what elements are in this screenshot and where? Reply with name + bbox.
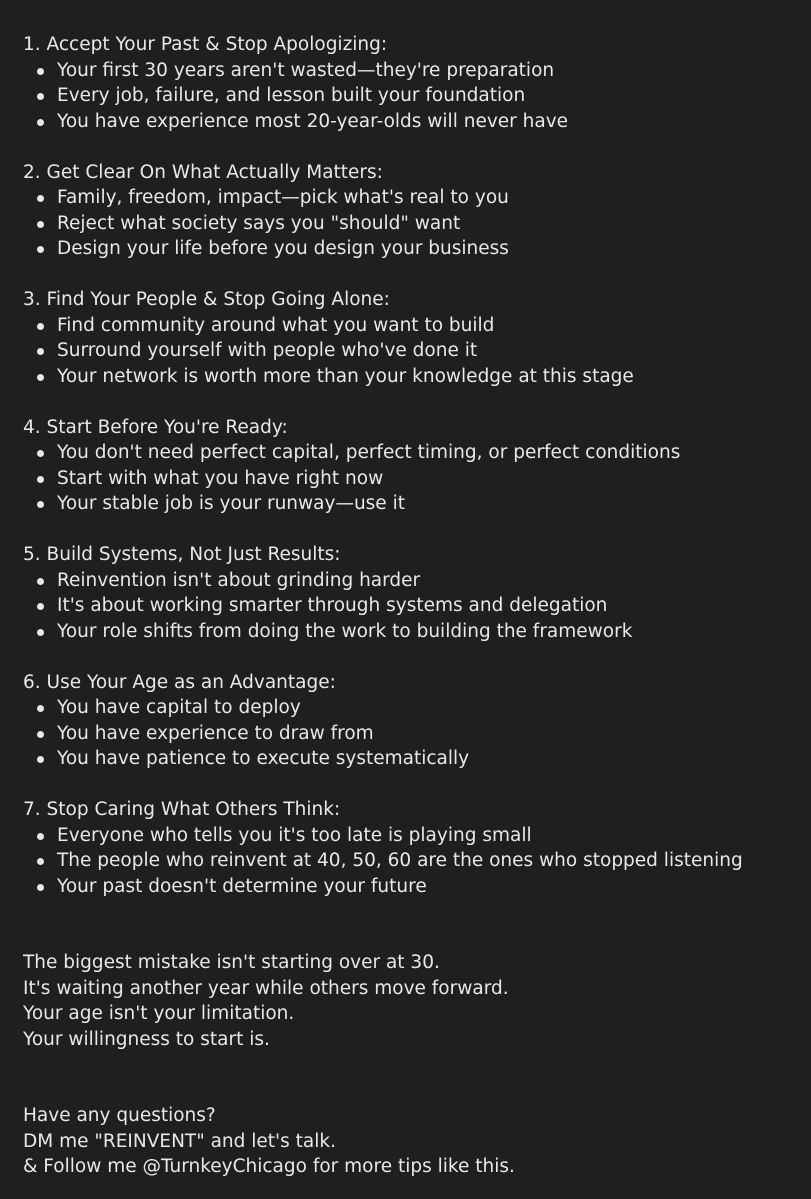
cta-line: Have any questions? — [23, 1105, 216, 1126]
bullet-item: Every job, failure, and lesson built your foundation — [23, 83, 811, 109]
call-to-action — [23, 1103, 811, 1180]
section-title: 6. Use Your Age as an Advantage: — [23, 671, 336, 693]
section-title: 2. Get Clear On What Actually Matters: — [23, 161, 383, 183]
bullet-list — [23, 440, 811, 517]
bullet-item: Family, freedom, impact—pick what's real to you — [23, 185, 811, 211]
bullet-item: Surround yourself with people who've done it — [23, 338, 811, 364]
bullet-list — [23, 185, 811, 262]
bullet-item: Reject what society says you "should" want — [23, 211, 811, 237]
bullet-item: The people who reinvent at 40, 50, 60 are the ones who stopped listening — [23, 848, 811, 874]
bullet-item: You don't need perfect capital, perfect timing, or perfect conditions — [23, 440, 811, 466]
section-title: 4. Start Before You're Ready: — [23, 416, 288, 438]
section-4 — [23, 415, 811, 517]
bullet-item: Design your life before you design your business — [23, 236, 811, 262]
bullet-item: Find community around what you want to build — [23, 313, 811, 339]
bullet-list — [23, 823, 811, 900]
bullet-item: Start with what you have right now — [23, 466, 811, 492]
cta-line: DM me "REINVENT" and let's talk. — [23, 1130, 336, 1152]
bullet-item: Your first 30 years aren't wasted—they're preparation — [23, 58, 811, 84]
bullet-item: It's about working smarter through systems and delegation — [23, 593, 811, 619]
section-title: 1. Accept Your Past & Stop Apologizing: — [23, 34, 388, 55]
bullet-item: You have experience to draw from — [23, 721, 811, 747]
bullet-item: Your network is worth more than your knowledge at this stage — [23, 364, 811, 390]
section-title: 5. Build Systems, Not Just Results: — [23, 544, 341, 565]
closing-line: Your age isn't your limitation. — [23, 1003, 295, 1024]
closing-line: The biggest mistake isn't starting over at 30. — [23, 952, 440, 973]
bullet-item: Reinvention isn't about grinding harder — [23, 568, 811, 594]
bullet-item: Your stable job is your runway—use it — [23, 491, 811, 517]
bullet-list — [23, 568, 811, 645]
section-1 — [23, 32, 811, 134]
section-5 — [23, 542, 811, 644]
section-7 — [23, 797, 811, 899]
bullet-item: You have experience most 20-year-olds will never have — [23, 109, 811, 135]
bullet-item: Your role shifts from doing the work to building the framework — [23, 619, 811, 645]
section-3 — [23, 287, 811, 389]
bullet-item: You have patience to execute systematically — [23, 746, 811, 772]
closing-paragraph — [23, 950, 811, 1052]
bullet-item: You have capital to deploy — [23, 695, 811, 721]
section-2 — [23, 160, 811, 262]
bullet-list — [23, 695, 811, 772]
section-title: 7. Stop Caring What Others Think: — [23, 799, 341, 820]
bullet-item: Your past doesn't determine your future — [23, 874, 811, 900]
section-title: 3. Find Your People & Stop Going Alone: — [23, 289, 390, 310]
bullet-item: Everyone who tells you it's too late is playing small — [23, 823, 811, 849]
bullet-list — [23, 313, 811, 390]
closing-line: Your willingness to start is. — [23, 1028, 270, 1050]
bullet-list — [23, 58, 811, 135]
section-6 — [23, 670, 811, 772]
closing-line: It's waiting another year while others move forward. — [23, 977, 509, 999]
cta-line: & Follow me @TurnkeyChicago for more tips like this. — [23, 1156, 515, 1177]
